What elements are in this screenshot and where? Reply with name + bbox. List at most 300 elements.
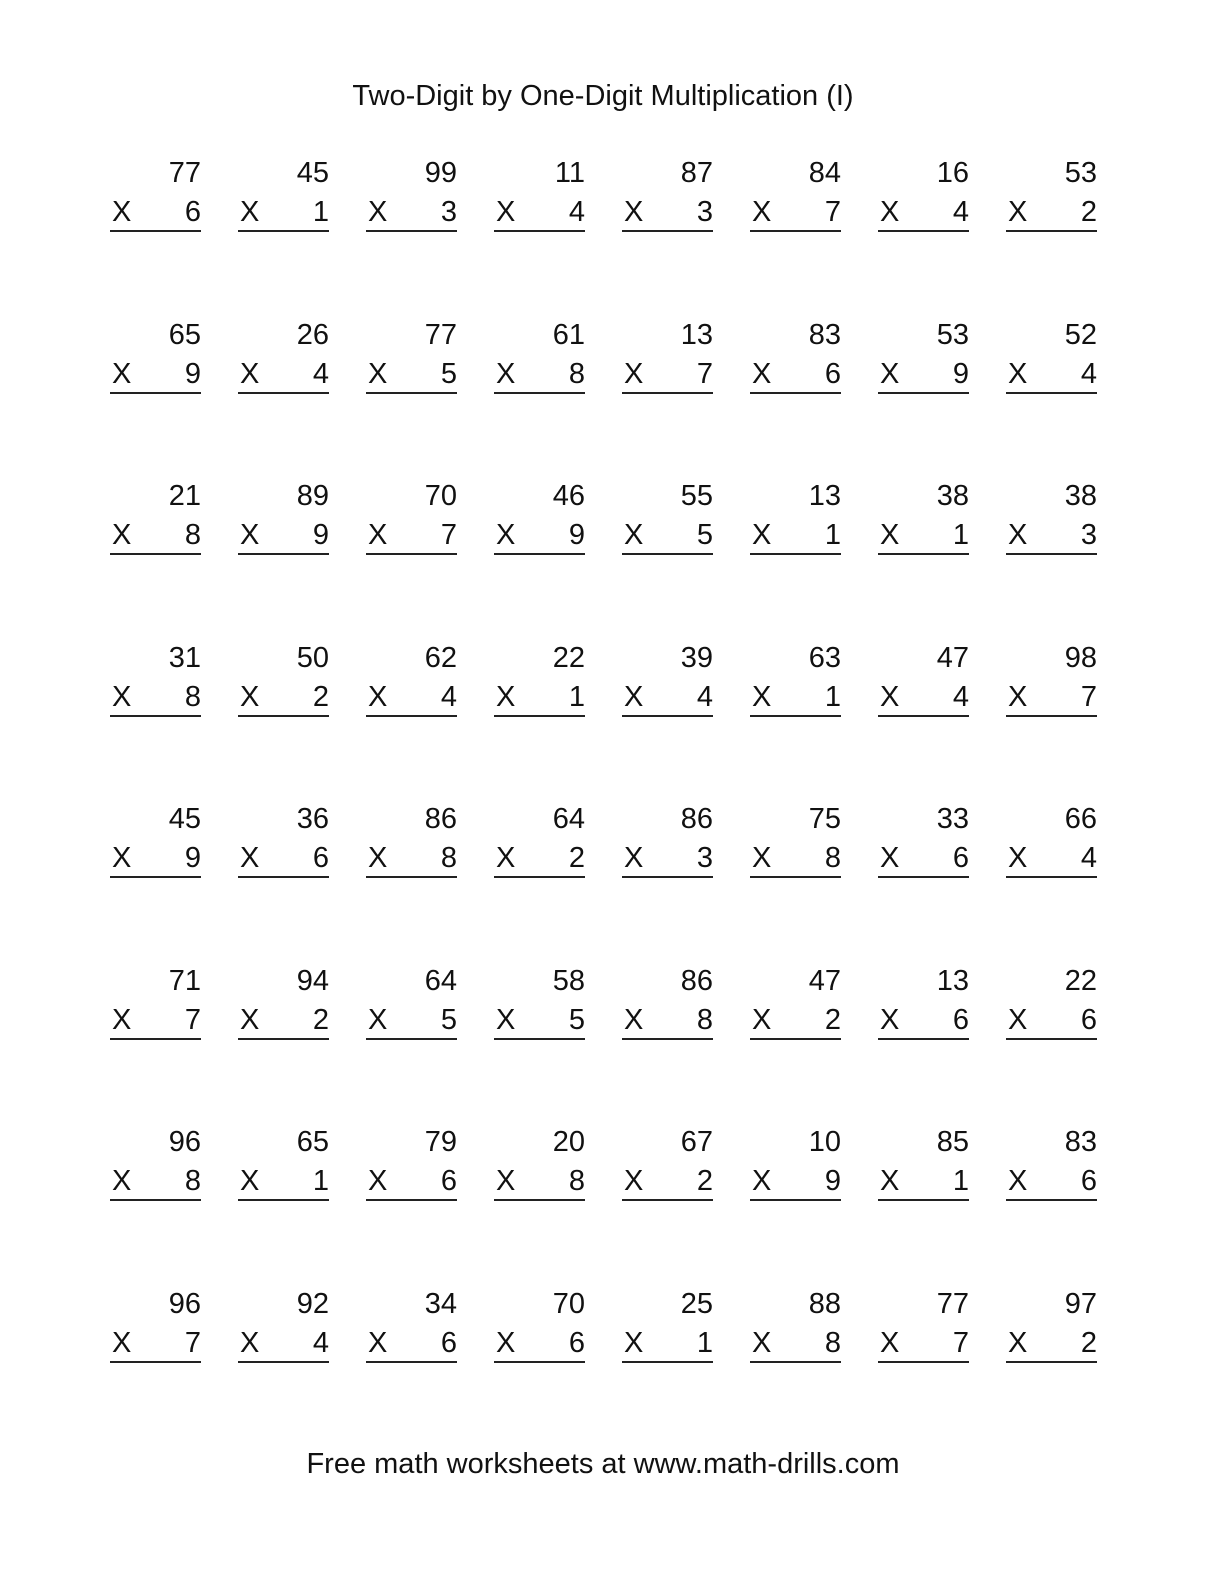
- multiplication-problem: [622, 963, 713, 1041]
- multiplier: 9: [184, 842, 201, 874]
- footer-text: Free math worksheets at www.math-drills.com: [306, 1448, 900, 1480]
- multiplication-problem: [494, 963, 585, 1041]
- multiplicand: 46: [552, 480, 585, 512]
- multiplicand: 65: [296, 1126, 329, 1158]
- multiplier: 2: [1080, 1326, 1097, 1359]
- multiplier: 8: [184, 1165, 201, 1197]
- multiplication-problem: [110, 963, 201, 1041]
- operator-row: [238, 1325, 329, 1363]
- multiplication-problem: [1006, 801, 1097, 879]
- multiplication-problem: [494, 801, 585, 879]
- multiply-sign: X: [1008, 1326, 1028, 1359]
- multiplicand: 94: [296, 964, 329, 997]
- operator-row: [110, 517, 201, 555]
- multiplier: 9: [568, 519, 585, 551]
- multiplicand: 63: [808, 641, 841, 674]
- multiplier: 7: [440, 519, 457, 551]
- multiplier: 6: [952, 842, 969, 874]
- multiplicand: 77: [168, 157, 201, 189]
- operator-row: [238, 1163, 329, 1201]
- multiply-sign: X: [112, 1326, 132, 1359]
- multiply-sign: X: [240, 1326, 260, 1359]
- multiply-sign: X: [240, 1165, 260, 1197]
- multiplication-problem: [750, 801, 841, 879]
- multiplicand: 20: [552, 1126, 585, 1158]
- multiplicand: 75: [808, 803, 841, 835]
- multiplier: 9: [184, 357, 201, 390]
- multiply-sign: X: [240, 842, 260, 874]
- multiplier: 2: [824, 1003, 841, 1036]
- multiplicand: 33: [936, 803, 969, 835]
- multiplicand: 25: [680, 1287, 713, 1320]
- multiplier: 1: [312, 196, 329, 228]
- multiplier: 7: [824, 196, 841, 228]
- operator-row: [878, 356, 969, 394]
- operator-row: [878, 1325, 969, 1363]
- multiplication-problem: [238, 1124, 329, 1202]
- multiplier: 6: [312, 842, 329, 874]
- multiply-sign: X: [752, 357, 772, 390]
- multiplier: 7: [184, 1003, 201, 1036]
- multiplicand: 71: [168, 964, 201, 997]
- multiplier: 1: [568, 680, 585, 713]
- operator-row: [366, 840, 457, 878]
- multiply-sign: X: [496, 842, 516, 874]
- multiply-sign: X: [880, 196, 900, 228]
- multiply-sign: X: [1008, 196, 1028, 228]
- operator-row: [494, 1325, 585, 1363]
- multiplier: 6: [440, 1326, 457, 1359]
- multiplication-problem: [494, 1124, 585, 1202]
- multiply-sign: X: [240, 357, 260, 390]
- multiply-sign: X: [752, 842, 772, 874]
- multiplicand: 96: [168, 1126, 201, 1158]
- multiply-sign: X: [368, 357, 388, 390]
- multiplier: 4: [1080, 357, 1097, 390]
- operator-row: [878, 840, 969, 878]
- multiplier: 6: [568, 1326, 585, 1359]
- operator-row: [750, 517, 841, 555]
- operator-row: [494, 356, 585, 394]
- multiplier: 3: [1080, 519, 1097, 551]
- multiply-sign: X: [880, 519, 900, 551]
- multiplier: 1: [952, 519, 969, 551]
- operator-row: [366, 356, 457, 394]
- multiplication-problem: [494, 478, 585, 556]
- multiplicand: 47: [808, 964, 841, 997]
- multiplicand: 85: [936, 1126, 969, 1158]
- operator-row: [238, 840, 329, 878]
- multiply-sign: X: [112, 196, 132, 228]
- operator-row: [878, 517, 969, 555]
- multiplier: 9: [952, 357, 969, 390]
- multiplication-problem: [878, 155, 969, 233]
- multiplicand: 65: [168, 318, 201, 351]
- multiplier: 9: [824, 1165, 841, 1197]
- operator-row: [1006, 517, 1097, 555]
- multiplier: 1: [824, 519, 841, 551]
- multiplier: 6: [1080, 1003, 1097, 1036]
- operator-row: [1006, 1002, 1097, 1040]
- multiplication-problem: [110, 640, 201, 718]
- multiply-sign: X: [752, 1326, 772, 1359]
- operator-row: [750, 1325, 841, 1363]
- multiply-sign: X: [624, 1165, 644, 1197]
- multiply-sign: X: [112, 1165, 132, 1197]
- multiplier: 2: [312, 1003, 329, 1036]
- operator-row: [622, 194, 713, 232]
- multiplication-problem: [366, 963, 457, 1041]
- multiplication-problem: [878, 1124, 969, 1202]
- multiply-sign: X: [624, 196, 644, 228]
- multiplier: 5: [440, 357, 457, 390]
- multiplication-problem: [366, 317, 457, 395]
- multiply-sign: X: [112, 680, 132, 713]
- multiplier: 8: [568, 1165, 585, 1197]
- operator-row: [366, 1163, 457, 1201]
- worksheet-title: Two-Digit by One-Digit Multiplication (I): [352, 80, 854, 112]
- multiply-sign: X: [240, 680, 260, 713]
- multiplier: 6: [440, 1165, 457, 1197]
- multiplier: 6: [184, 196, 201, 228]
- multiplier: 2: [1080, 196, 1097, 228]
- multiplier: 1: [312, 1165, 329, 1197]
- multiplication-problem: [622, 317, 713, 395]
- multiplicand: 26: [296, 318, 329, 351]
- multiply-sign: X: [496, 1165, 516, 1197]
- multiply-sign: X: [496, 196, 516, 228]
- multiply-sign: X: [880, 1003, 900, 1036]
- multiplication-problem: [494, 155, 585, 233]
- multiplicand: 38: [936, 480, 969, 512]
- multiply-sign: X: [368, 196, 388, 228]
- operator-row: [238, 679, 329, 717]
- multiplication-problem: [494, 640, 585, 718]
- multiplication-problem: [110, 317, 201, 395]
- multiplicand: 52: [1064, 318, 1097, 351]
- multiplicand: 83: [1064, 1126, 1097, 1158]
- multiplication-problem: [1006, 155, 1097, 233]
- operator-row: [622, 840, 713, 878]
- operator-row: [110, 840, 201, 878]
- multiply-sign: X: [496, 680, 516, 713]
- multiplication-problem: [110, 1124, 201, 1202]
- multiply-sign: X: [112, 519, 132, 551]
- multiplication-problem: [1006, 963, 1097, 1041]
- operator-row: [622, 1002, 713, 1040]
- multiplicand: 64: [424, 964, 457, 997]
- multiply-sign: X: [368, 1326, 388, 1359]
- multiplicand: 87: [680, 157, 713, 189]
- multiplier: 7: [696, 357, 713, 390]
- multiplication-problem: [622, 1286, 713, 1364]
- multiply-sign: X: [240, 519, 260, 551]
- multiplication-problem: [878, 963, 969, 1041]
- multiply-sign: X: [112, 357, 132, 390]
- multiplication-problem: [1006, 1286, 1097, 1364]
- operator-row: [622, 356, 713, 394]
- multiply-sign: X: [1008, 1165, 1028, 1197]
- multiplier: 8: [824, 842, 841, 874]
- operator-row: [494, 517, 585, 555]
- operator-row: [494, 1163, 585, 1201]
- multiply-sign: X: [624, 1003, 644, 1036]
- multiplicand: 13: [680, 318, 713, 351]
- multiplier: 7: [952, 1326, 969, 1359]
- multiplication-problem: [750, 478, 841, 556]
- multiplication-problem: [238, 963, 329, 1041]
- multiplication-problem: [238, 155, 329, 233]
- multiplication-problem: [1006, 640, 1097, 718]
- operator-row: [622, 679, 713, 717]
- multiplier: 4: [1080, 842, 1097, 874]
- multiplicand: 53: [1064, 157, 1097, 189]
- multiplicand: 96: [168, 1287, 201, 1320]
- multiplicand: 50: [296, 641, 329, 674]
- multiplicand: 13: [936, 964, 969, 997]
- multiply-sign: X: [624, 842, 644, 874]
- multiplicand: 61: [552, 318, 585, 351]
- operator-row: [494, 679, 585, 717]
- multiplier: 6: [824, 357, 841, 390]
- multiplication-problem: [366, 478, 457, 556]
- operator-row: [1006, 679, 1097, 717]
- multiplication-problem: [1006, 1124, 1097, 1202]
- multiplicand: 16: [936, 157, 969, 189]
- multiplication-problem: [366, 640, 457, 718]
- multiply-sign: X: [368, 680, 388, 713]
- multiplication-problem: [238, 1286, 329, 1364]
- multiplicand: 39: [680, 641, 713, 674]
- multiply-sign: X: [752, 1165, 772, 1197]
- operator-row: [366, 679, 457, 717]
- multiplier: 1: [952, 1165, 969, 1197]
- multiplication-problem: [622, 1124, 713, 1202]
- multiplicand: 79: [424, 1126, 457, 1158]
- operator-row: [878, 1163, 969, 1201]
- operator-row: [494, 194, 585, 232]
- multiplication-problem: [750, 155, 841, 233]
- operator-row: [110, 679, 201, 717]
- multiplicand: 38: [1064, 480, 1097, 512]
- multiplier: 9: [312, 519, 329, 551]
- operator-row: [366, 517, 457, 555]
- multiplier: 4: [696, 680, 713, 713]
- multiply-sign: X: [1008, 842, 1028, 874]
- multiply-sign: X: [880, 1165, 900, 1197]
- multiplication-problem: [366, 801, 457, 879]
- operator-row: [1006, 840, 1097, 878]
- multiplication-problem: [622, 640, 713, 718]
- multiplicand: 97: [1064, 1287, 1097, 1320]
- operator-row: [110, 356, 201, 394]
- multiplier: 4: [952, 196, 969, 228]
- multiply-sign: X: [112, 1003, 132, 1036]
- multiplier: 1: [824, 680, 841, 713]
- operator-row: [110, 1163, 201, 1201]
- multiplicand: 13: [808, 480, 841, 512]
- operator-row: [238, 517, 329, 555]
- multiplication-problem: [366, 1286, 457, 1364]
- multiplier: 8: [696, 1003, 713, 1036]
- multiplication-problem: [750, 317, 841, 395]
- multiplier: 4: [312, 1326, 329, 1359]
- multiplier: 4: [440, 680, 457, 713]
- multiply-sign: X: [240, 1003, 260, 1036]
- operator-row: [750, 840, 841, 878]
- multiplicand: 84: [808, 157, 841, 189]
- multiplication-problem: [750, 963, 841, 1041]
- multiplication-problem: [110, 155, 201, 233]
- multiplicand: 98: [1064, 641, 1097, 674]
- multiply-sign: X: [752, 1003, 772, 1036]
- multiply-sign: X: [368, 1165, 388, 1197]
- multiply-sign: X: [880, 1326, 900, 1359]
- operator-row: [750, 356, 841, 394]
- multiply-sign: X: [880, 842, 900, 874]
- multiplier: 2: [568, 842, 585, 874]
- multiplication-problem: [366, 155, 457, 233]
- multiplication-problem: [750, 640, 841, 718]
- multiplication-problem: [494, 1286, 585, 1364]
- multiplication-problem: [622, 801, 713, 879]
- multiplier: 3: [440, 196, 457, 228]
- multiplicand: 45: [296, 157, 329, 189]
- operator-row: [110, 1325, 201, 1363]
- multiplication-problem: [622, 478, 713, 556]
- multiplication-problem: [238, 801, 329, 879]
- operator-row: [238, 194, 329, 232]
- operator-row: [1006, 194, 1097, 232]
- multiplicand: 77: [424, 318, 457, 351]
- multiplicand: 58: [552, 964, 585, 997]
- multiply-sign: X: [240, 196, 260, 228]
- multiply-sign: X: [624, 1326, 644, 1359]
- multiplicand: 55: [680, 480, 713, 512]
- multiplication-problem: [878, 478, 969, 556]
- multiply-sign: X: [496, 1326, 516, 1359]
- multiplication-problem: [1006, 317, 1097, 395]
- multiplier: 8: [824, 1326, 841, 1359]
- multiplicand: 89: [296, 480, 329, 512]
- multiply-sign: X: [880, 680, 900, 713]
- multiplier: 2: [312, 680, 329, 713]
- multiplicand: 99: [424, 157, 457, 189]
- operator-row: [622, 1163, 713, 1201]
- operator-row: [366, 1002, 457, 1040]
- multiplier: 8: [184, 519, 201, 551]
- operator-row: [878, 194, 969, 232]
- multiplicand: 70: [424, 480, 457, 512]
- multiplier: 5: [696, 519, 713, 551]
- multiply-sign: X: [1008, 519, 1028, 551]
- operator-row: [1006, 1163, 1097, 1201]
- multiplier: 8: [440, 842, 457, 874]
- multiplier: 3: [696, 842, 713, 874]
- operator-row: [110, 194, 201, 232]
- multiplier: 4: [568, 196, 585, 228]
- multiplicand: 62: [424, 641, 457, 674]
- multiplier: 3: [696, 196, 713, 228]
- multiply-sign: X: [368, 1003, 388, 1036]
- multiplier: 2: [696, 1165, 713, 1197]
- operator-row: [622, 1325, 713, 1363]
- multiplier: 8: [568, 357, 585, 390]
- multiplication-problem: [1006, 478, 1097, 556]
- multiply-sign: X: [496, 357, 516, 390]
- multiply-sign: X: [624, 680, 644, 713]
- multiply-sign: X: [368, 519, 388, 551]
- multiplication-problem: [878, 1286, 969, 1364]
- operator-row: [494, 1002, 585, 1040]
- multiplicand: 53: [936, 318, 969, 351]
- operator-row: [494, 840, 585, 878]
- multiplicand: 70: [552, 1287, 585, 1320]
- multiplier: 5: [568, 1003, 585, 1036]
- multiplier: 7: [1080, 680, 1097, 713]
- multiplicand: 64: [552, 803, 585, 835]
- operator-row: [366, 1325, 457, 1363]
- multiplicand: 34: [424, 1287, 457, 1320]
- multiplier: 4: [312, 357, 329, 390]
- operator-row: [366, 194, 457, 232]
- multiplication-problem: [110, 801, 201, 879]
- operator-row: [622, 517, 713, 555]
- operator-row: [750, 1002, 841, 1040]
- multiplicand: 31: [168, 641, 201, 674]
- multiply-sign: X: [112, 842, 132, 874]
- multiply-sign: X: [624, 357, 644, 390]
- operator-row: [1006, 356, 1097, 394]
- multiplier: 6: [1080, 1165, 1097, 1197]
- multiplication-problem: [110, 478, 201, 556]
- multiply-sign: X: [496, 1003, 516, 1036]
- multiplicand: 11: [554, 157, 585, 189]
- multiplicand: 92: [296, 1287, 329, 1320]
- multiplication-problem: [238, 478, 329, 556]
- multiplier: 6: [952, 1003, 969, 1036]
- multiply-sign: X: [1008, 680, 1028, 713]
- operator-row: [110, 1002, 201, 1040]
- multiplication-problem: [750, 1124, 841, 1202]
- multiply-sign: X: [624, 519, 644, 551]
- multiplication-problem: [238, 640, 329, 718]
- multiplication-problem: [878, 640, 969, 718]
- operator-row: [878, 1002, 969, 1040]
- multiplicand: 47: [936, 641, 969, 674]
- multiplication-problem: [622, 155, 713, 233]
- operator-row: [878, 679, 969, 717]
- multiplicand: 86: [680, 964, 713, 997]
- multiplication-problem: [494, 317, 585, 395]
- operator-row: [750, 679, 841, 717]
- multiply-sign: X: [752, 196, 772, 228]
- operator-row: [750, 1163, 841, 1201]
- multiplication-problem: [878, 801, 969, 879]
- multiplicand: 21: [168, 480, 201, 512]
- operator-row: [238, 1002, 329, 1040]
- multiplier: 1: [696, 1326, 713, 1359]
- multiplicand: 45: [168, 803, 201, 835]
- operator-row: [238, 356, 329, 394]
- multiplicand: 77: [936, 1287, 969, 1320]
- multiplication-problem: [110, 1286, 201, 1364]
- multiplicand: 86: [424, 803, 457, 835]
- multiply-sign: X: [880, 357, 900, 390]
- multiply-sign: X: [1008, 1003, 1028, 1036]
- multiplier: 5: [440, 1003, 457, 1036]
- multiplicand: 88: [808, 1287, 841, 1320]
